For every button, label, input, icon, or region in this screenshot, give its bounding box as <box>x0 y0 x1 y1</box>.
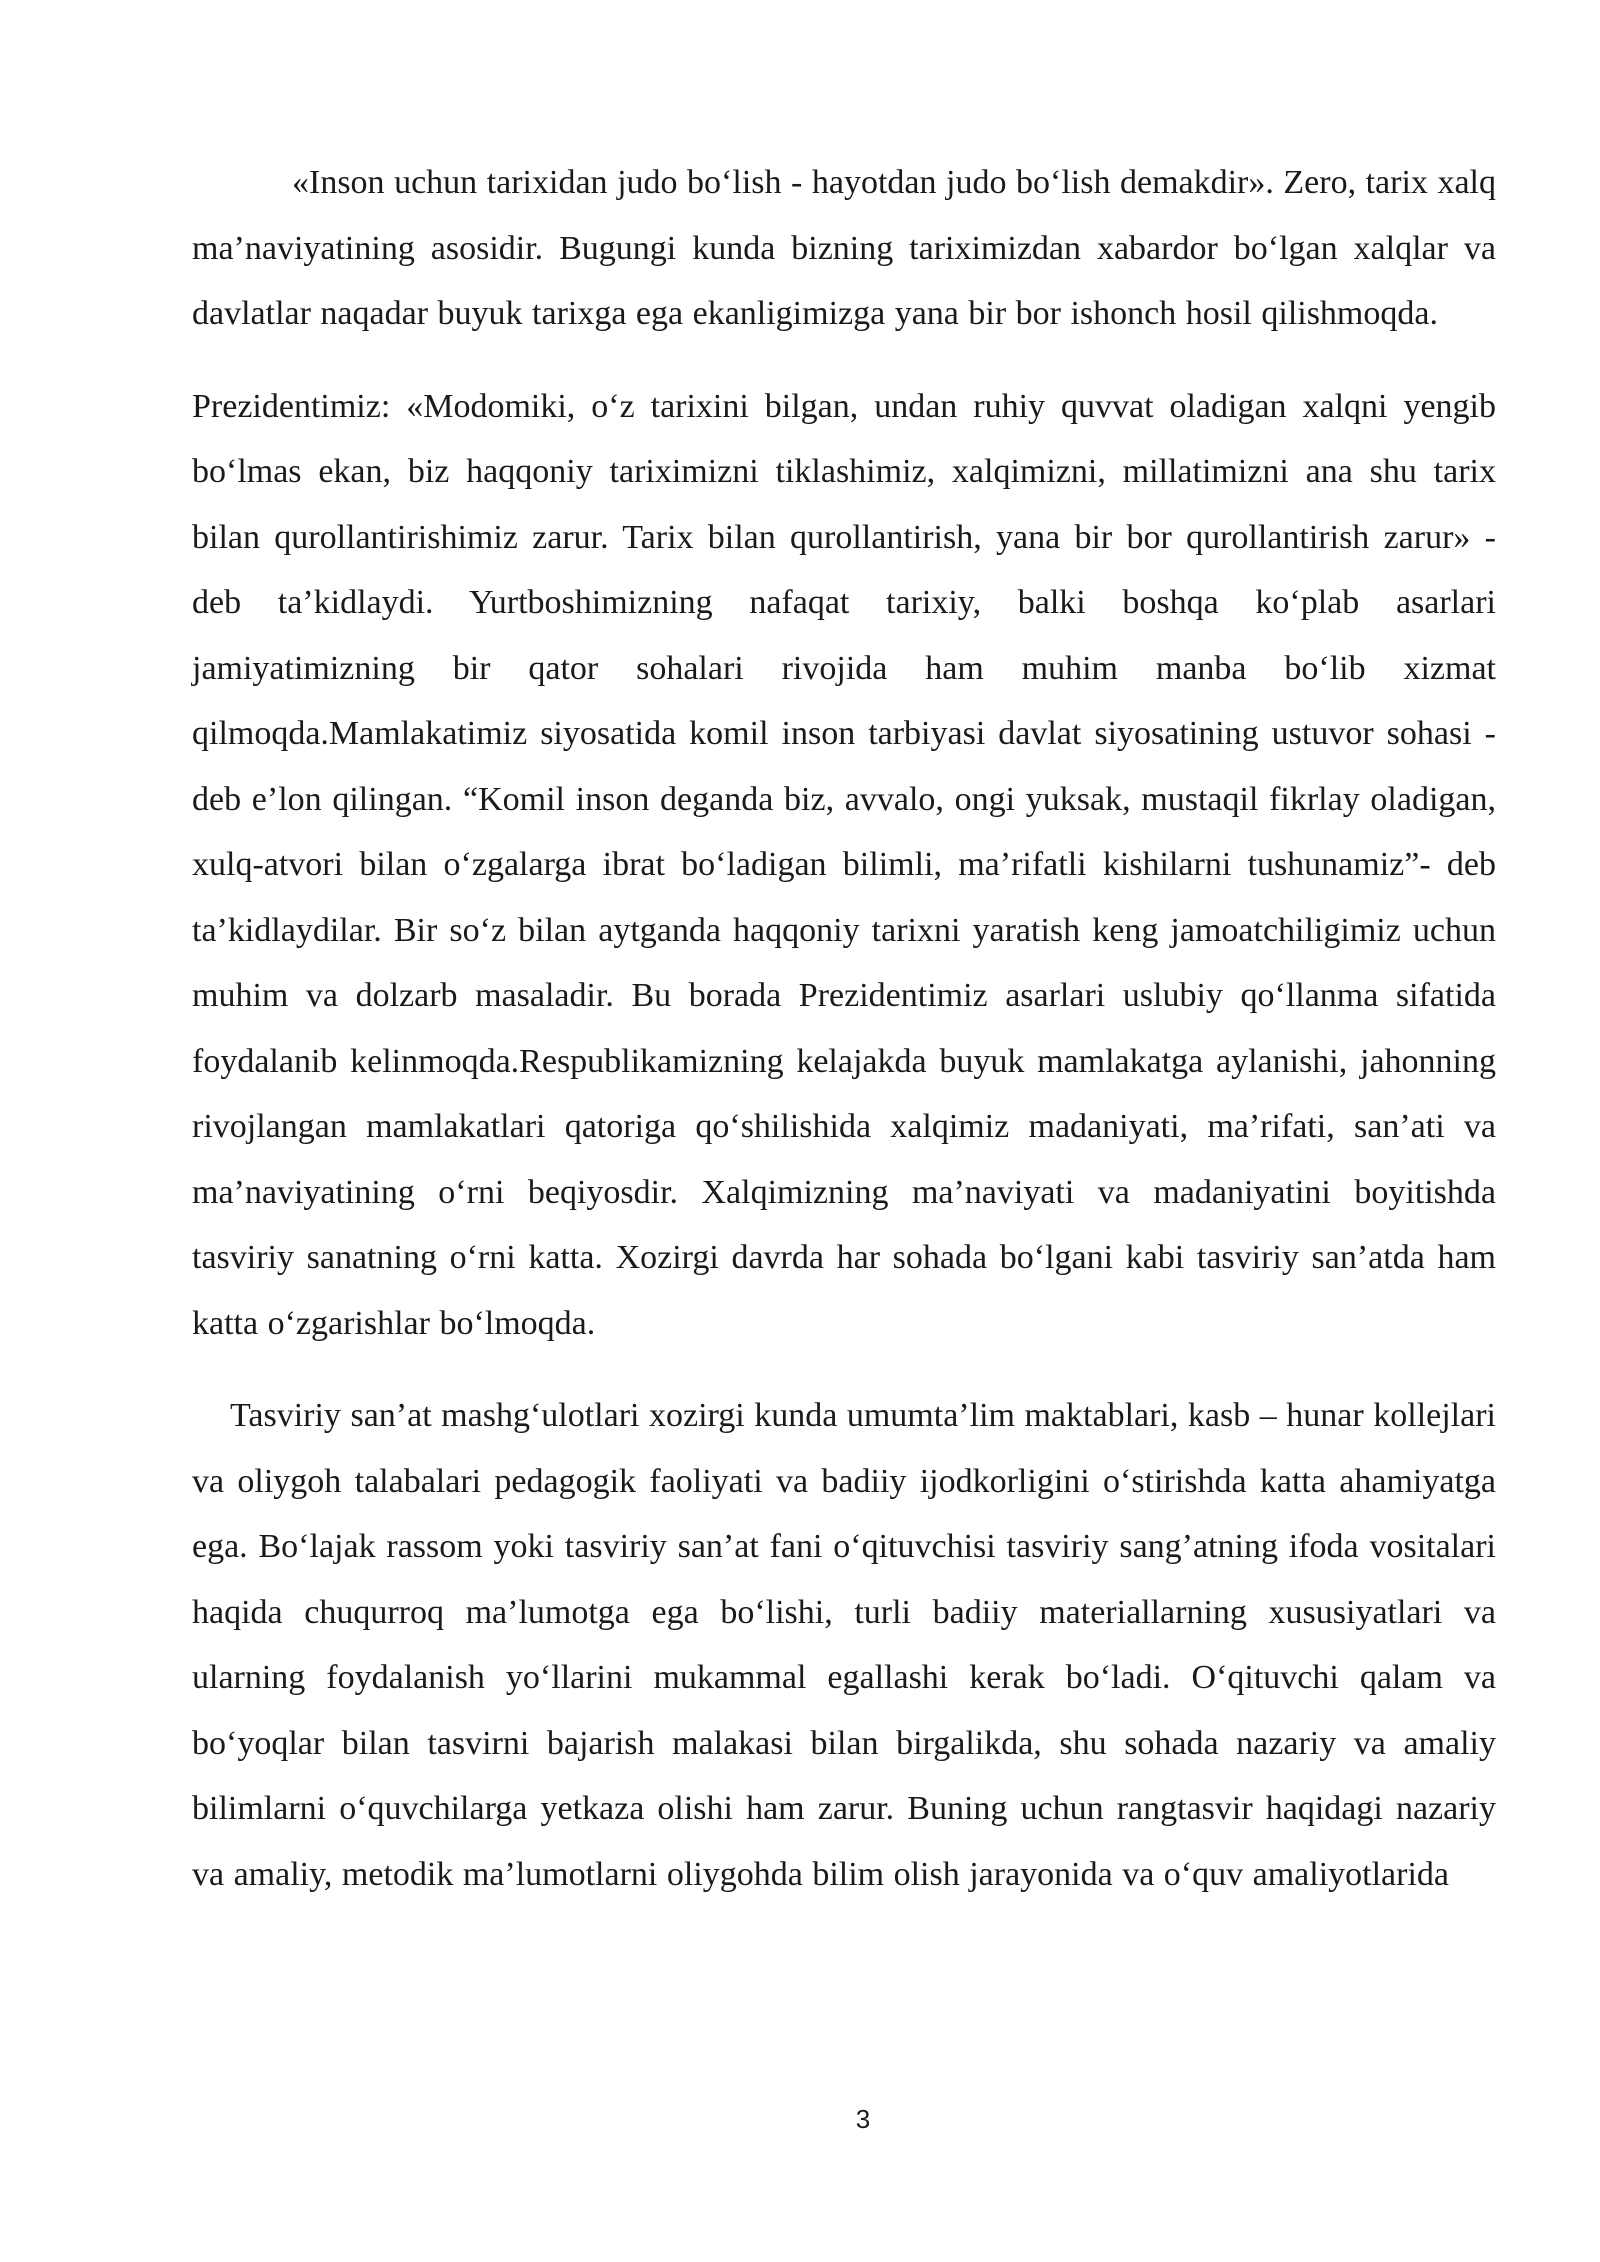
paragraph-fine-arts: Tasviriy san’at mashg‘ulotlari xozirgi kunda umumta’lim maktablari, kasb – hunar kollejlari va oliygoh talabalari pedagogik faoliyati va badiiy ijodkorligini o‘stirishda katta ahamiyatga ega. Bo‘lajak rassom yoki tasviriy san’at fani o‘qituvchisi tasviriy sang’atning ifoda vositalari haqida chuqurroq ma’lumotga ega bo‘lishi, turli badiiy materiallarning xususiyatlari va ularning foydalanish yo‘llarini mukammal egallashi kerak bo‘ladi. O‘qituvchi qalam va bo‘yoqlar bilan tasvirni bajarish malakasi bilan birgalikda, shu sohada nazariy va amaliy bilimlarni o‘quvchilarga yetkaza olishi ham zarur. Buning uchun rangtasvir haqidagi nazariy va amaliy, metodik ma’lumotlarni oliygohda bilim olish jarayonida va o‘quv amaliyotlarida <box>192 1397 1496 1893</box>
page-number: 3 <box>855 2104 871 2134</box>
paragraph-president-quote: Prezidentimiz: «Modomiki, o‘z tarixini bilgan, undan ruhiy quvvat oladigan xalqni yengib bo‘lmas ekan, biz haqqoniy tariximizni tiklashimiz, xalqimizni, millatimizni ana shu tarix bilan qurollantirishimiz zarur. Tarix bilan qurollantirish, yana bir bor qurollantirish zarur» - deb ta’kidlaydi. Yurtboshimizning nafaqat tarixiy, balki boshqa ko‘plab asarlari jamiyatimizning bir qator sohalari rivojida ham muhim manba bo‘lib xizmat qilmoqda.Mamlakatimiz siyosatida komil inson tarbiyasi davlat siyosatining ustuvor sohasi - deb e’lon qilingan. “Komil inson deganda biz, avvalo, ongi yuksak, mustaqil fikrlay oladigan, xulq-atvori bilan o‘zgalarga ibrat bo‘ladigan bilimli, ma’rifatli kishilarni tushunamiz”- deb ta’kidlaydilar. Bir so‘z bilan aytganda haqqoniy tarixni yaratish keng jamoatchiligimiz uchun muhim va dolzarb masaladir. Bu borada Prezidentimiz asarlari uslubiy qo‘llanma sifatida foydalanib kelinmoqda.Respublikamizning kelajakda buyuk mamlakatga aylanishi, jahonning rivojlangan mamlakatlari qatoriga qo‘shilishida xalqimiz madaniyati, ma’rifati, san’ati va ma’naviyatining o‘rni beqiyosdir. Xalqimizning ma’naviyati va madaniyatini boyitishda tasviriy sanatning o‘rni katta. Xozirgi davrda har sohada bo‘lgani kabi tasviriy san’atda ham katta o‘zgarishlar bo‘lmoqda. <box>192 387 1496 1342</box>
paragraph-history-quote: «Inson uchun tarixidan judo bo‘lish - hayotdan judo bo‘lish demakdir». Zero, tarix xalq ma’naviyatining asosidir. Bugungi kunda bizning tariximizdan xabardor bo‘lgan xalqlar va davlatlar naqadar buyuk tarixga ega ekanligimizga yana bir bor ishonch hosil qilishmoqda. <box>192 164 1496 332</box>
document-page <box>192 150 1496 1907</box>
